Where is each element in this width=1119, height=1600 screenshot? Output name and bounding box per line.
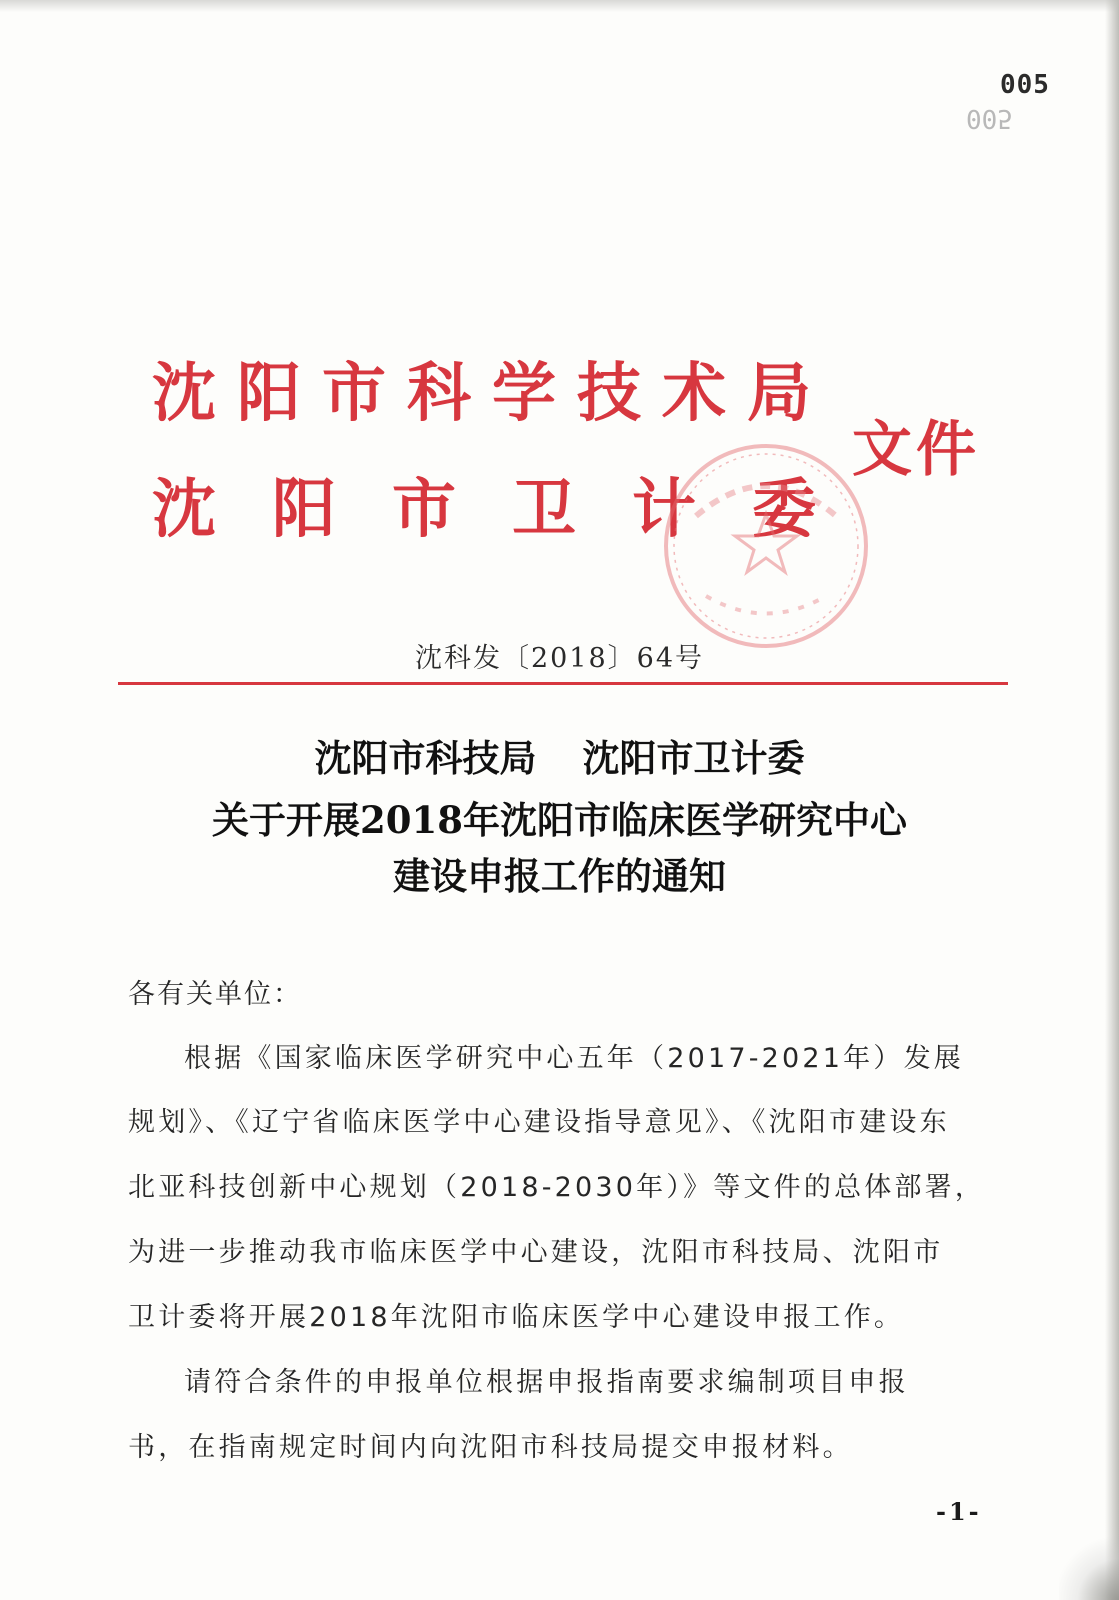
- issuer-name-health-commission: 沈阳市卫计委: [152, 472, 872, 547]
- archive-number-bleedthrough: 005: [966, 103, 1013, 133]
- body-line: 请符合条件的申报单位根据申报指南要求编制项目申报: [184, 1367, 909, 1398]
- document-title-line-1: [0, 738, 1119, 778]
- page-number: -1-: [936, 1497, 982, 1526]
- body-line: 书，在指南规定时间内向沈阳市科技局提交申报材料。: [128, 1432, 853, 1463]
- body-line: 规划》、《辽宁省临床医学中心建设指导意见》、《沈阳市建设东: [128, 1107, 950, 1138]
- body-line: 根据《国家临床医学研究中心五年（2017-2021年）发展: [184, 1043, 964, 1074]
- body-line: 为进一步推动我市临床医学中心建设，沈阳市科技局、沈阳市: [128, 1237, 944, 1268]
- archive-number: 005: [1000, 70, 1050, 100]
- document-number: 沈科发〔2018〕64号: [414, 643, 705, 674]
- document-header-suffix: 文件: [852, 415, 980, 485]
- title-issuer-2: 沈阳市卫计委: [582, 736, 805, 780]
- scan-corner-shadow: [1059, 1530, 1119, 1600]
- body-line: 北亚科技创新中心规划（2018-2030年）》等文件的总体部署，: [128, 1172, 986, 1203]
- document-title-line-3: 建设申报工作的通知: [393, 854, 726, 898]
- salutation: 各有关单位：: [128, 979, 302, 1010]
- title-issuer-1: 沈阳市科技局: [314, 736, 537, 780]
- issuer-name-science-bureau: 沈阳市科学技术局: [152, 356, 832, 431]
- official-seal-stamp: [656, 436, 876, 656]
- body-line: 卫计委将开展2018年沈阳市临床医学中心建设申报工作。: [128, 1302, 905, 1333]
- scan-edge-top: [0, 0, 1119, 12]
- document-title-line-2: 关于开展2018年沈阳市临床医学研究中心: [212, 798, 907, 842]
- header-red-rule: [118, 682, 1008, 685]
